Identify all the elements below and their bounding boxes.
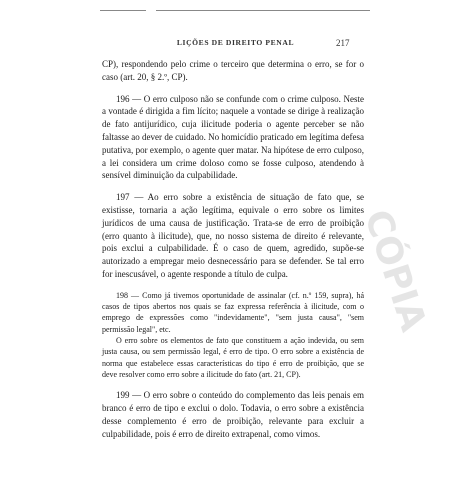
paragraph-198-b: O erro sobre os elementos de fato que constituem a ação indevida, ou sem justa causa, ou sem permissão legal, é erro de tipo. O erro sobre a existência de norma que estabelece essas características do tipo é erro de proibição, que se deve resolver como erro sobre a ilicitude do fato (art. 21, CP). <box>102 335 364 379</box>
paragraph-197: 197 — Ao erro sobre a existência de situação de fato que, se existisse, tornaria a ação legítima, equivale o erro sobre os limites jurídicos de uma causa de justificação. Trata-se de erro de proibição (erro quanto à ilicitude), que, no nosso sistema de direito é relevante, pois exclui a culpabilidade. É o caso de quem, agredido, supõe-se autorizado a empregar meio desnecessário para se defender. Se tal erro for inescusável, o agente responde a título de culpa. <box>102 192 364 279</box>
page-header <box>0 38 471 52</box>
top-rule-right <box>156 10 370 11</box>
paragraph-196: 196 — O erro culposo não se confunde com o crime culposo. Neste a vontade é dirigida a fim lícito; naquele a vontade se dirige à realização de fato antijurídico, cuja ilicitude poderia o agente perceber se não faltasse ao dever de cuidado. No homicídio praticado em legítima defesa putativa, por exemplo, o agente quer matar. Na hipótese de erro culposo, a lei considera um crime doloso como se fosse culposo, atendendo à sensível diminuição da culpabilidade. <box>102 93 364 181</box>
page-body <box>102 58 364 440</box>
top-rule-left <box>100 10 146 11</box>
paragraph-198: 198 — Como já tivemos oportunidade de assinalar (cf. n.º 159, supra), há casos de tipos abertos nos quais se faz expressa referência à ilicitude, com o emprego de expressões como "indevidamente", "sem justa causa", "sem permissão legal", etc. <box>102 290 364 334</box>
copy-watermark: CÓPIA <box>356 205 434 337</box>
page-number: 217 <box>336 38 350 48</box>
running-title: LIÇÕES DE DIREITO PENAL <box>176 38 295 47</box>
paragraph-199: 199 — O erro sobre o conteúdo do complemento das leis penais em branco é erro de tipo e exclui o dolo. Todavia, o erro sobre a existência desse complemento é erro de proibição, relevante para excluir a culpabilidade, pois é erro de direito extrapenal, como vimos. <box>102 390 364 439</box>
paragraph-continuation: CP), respondendo pelo crime o terceiro que determina o erro, se for o caso (art. 20, § 2.º, CP). <box>102 59 364 82</box>
